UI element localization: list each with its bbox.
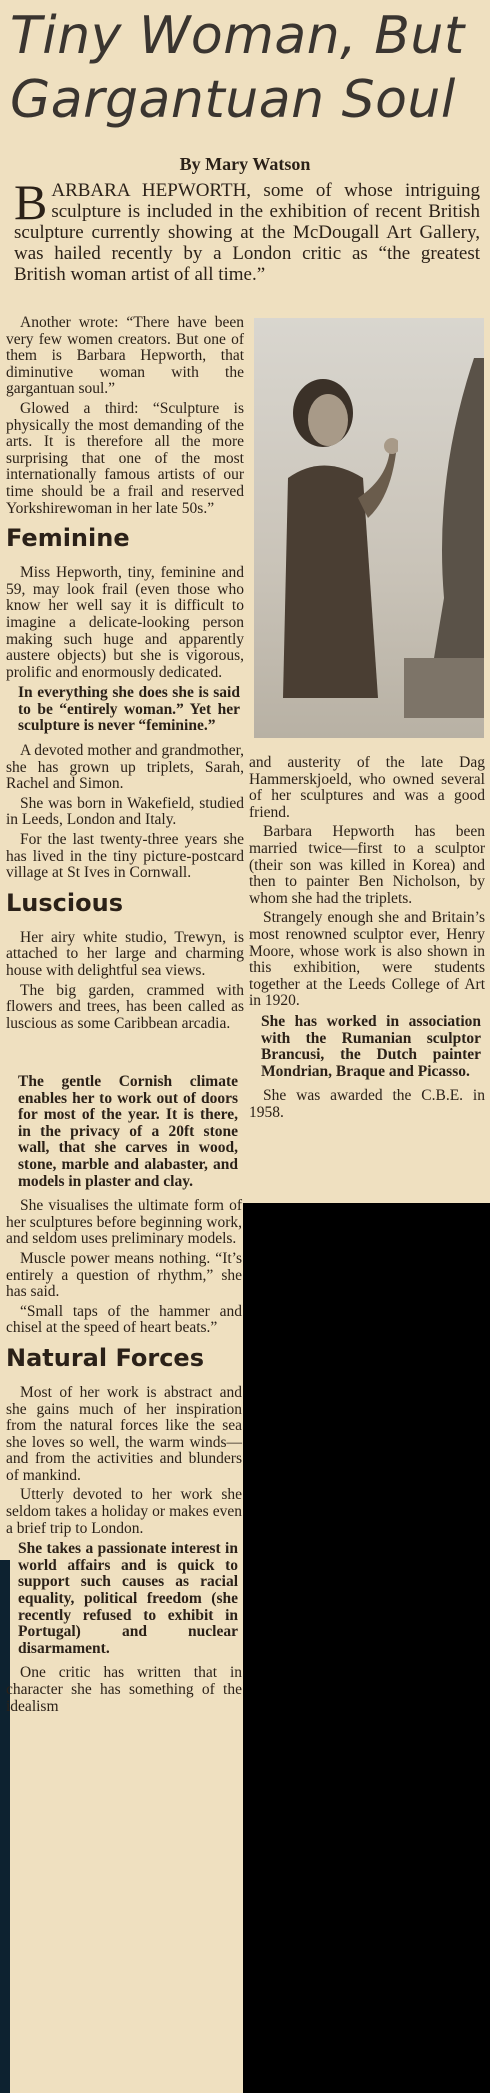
- paragraph: Most of her work is abstract and she gains much of her inspiration from the natural forces like the sea she loves so well, the warm winds—and from the activities and blunders of mankind.: [6, 1383, 242, 1484]
- paragraph: She was born in Wakefield, studied in Leeds, London and Italy.: [6, 794, 244, 829]
- column-left-1: [6, 315, 244, 1035]
- paragraph: Glowed a third: “Sculpture is physically the most demanding of the arts. It is therefore all the more surprising that one of the most internationally famous artists of our time should be a frail and reserved Yorkshirewoman in her late 50s.”: [6, 399, 244, 517]
- paragraph: Barbara Hepworth has been married twice—first to a sculptor (their son was killed in Korea) and then to painter Ben Nicholson, by whom she had the triplets.: [249, 823, 485, 907]
- paragraph: For the last twenty-three years she has lived in the tiny picture-postcard village at St Ives in Cornwall.: [6, 831, 244, 882]
- bold-paragraph: In everything she does she is said to be “entirely woman.” Yet her sculpture is never “feminine.”: [18, 684, 240, 735]
- paragraph: Another wrote: “There have been very few women creators. But one of them is Barbara Hepworth, that diminutive woman with the gargantuan soul.”: [6, 314, 244, 398]
- paragraph: Utterly devoted to her work she seldom takes a holiday or makes even a brief trip to London.: [6, 1486, 242, 1537]
- paragraph: Miss Hepworth, tiny, feminine and 59, may look frail (even those who know her well say it is difficult to imagine a delicate-looking person making such huge and apparently austere objects) but she is vigorous, prolific and enormously dedicated.: [6, 564, 244, 681]
- paragraph: She visualises the ultimate form of her sculptures before beginning work, and seldom uses preliminary models.: [6, 1197, 242, 1248]
- paragraph: and austerity of the late Dag Hammerskjoeld, who owned several of her sculptures and was a good friend.: [249, 754, 485, 821]
- bold-paragraph: She has worked in association with the Rumanian sculptor Brancusi, the Dutch painter Mondrian, Braque and Picasso.: [261, 1012, 481, 1080]
- byline: By Mary Watson: [179, 154, 311, 174]
- sculpture-image: [404, 358, 484, 728]
- column-left-2: [6, 1070, 242, 1718]
- headline: [10, 4, 486, 132]
- photo-sculptor-at-work: [254, 318, 484, 738]
- paragraph: Her airy white studio, Trewyn, is attached to her large and charming house with delightful sea views.: [6, 928, 244, 979]
- sculptor-figure-image: [278, 358, 398, 728]
- paragraph: Strangely enough she and Britain’s most renowned sculptor ever, Henry Moore, whose work is also shown in this exhibition, were students together at the Leeds College of Art in 1920.: [249, 909, 485, 1010]
- subheading-feminine: Feminine: [6, 524, 130, 553]
- drop-cap: B: [14, 174, 48, 230]
- intro-paragraph: [14, 174, 480, 285]
- paragraph: One critic has written that in character she has something of the idealism: [6, 1664, 242, 1715]
- paragraph: “Small taps of the hammer and chisel at the speed of heart beats.”: [6, 1302, 242, 1337]
- paragraph: The big garden, crammed with flowers and trees, has been called as luscious as some Caribbean arcadia.: [6, 981, 244, 1032]
- subheading-luscious: Luscious: [6, 888, 123, 917]
- paragraph: Muscle power means nothing. “It’s entirely a question of rhythm,” she has said.: [6, 1249, 242, 1301]
- subheading-natural-forces: Natural Forces: [6, 1343, 204, 1372]
- headline-line-2: Gargantuan Soul: [10, 70, 456, 130]
- column-right: [249, 755, 485, 1124]
- bold-paragraph: She takes a passionate interest in world affairs and is quick to support such causes as racial equality, political freedom (she recently refused to exhibit in Portugal) and nuclear disarmament.: [18, 1540, 238, 1657]
- headline-line-1: Tiny Woman, But: [10, 6, 465, 66]
- intro-text: ARBARA HEPWORTH, some of whose intriguing sculpture is included in the exhibition of recent British sculpture currently showing at the McDougall Art Gallery, was hailed recently by a London critic as “the greatest British woman artist of all time.”: [14, 180, 480, 285]
- paragraph: A devoted mother and grandmother, she has grown up triplets, Sarah, Rachel and Simon.: [6, 742, 244, 793]
- paragraph: She was awarded the C.B.E. in 1958.: [249, 1087, 485, 1121]
- bold-paragraph: The gentle Cornish climate enables her to work out of doors for most of the year. It is there, in the privacy of a 20ft stone wall, that she carves in wood, stone, marble and alabaster, and models in plaster and clay.: [18, 1073, 238, 1190]
